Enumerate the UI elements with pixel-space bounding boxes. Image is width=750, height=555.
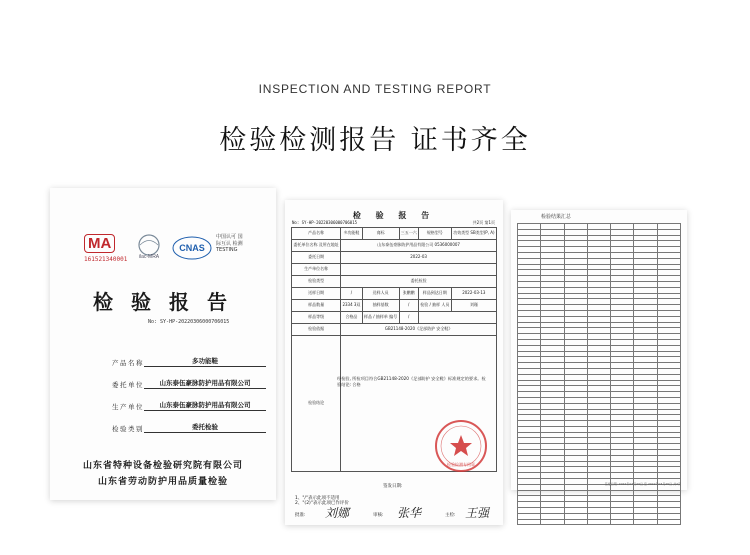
table-cell: 2022-03-13 <box>451 288 496 300</box>
accreditation-logos <box>84 232 259 270</box>
table-cell: 三五一六 <box>399 228 418 240</box>
table-row <box>292 312 497 324</box>
table-cell <box>418 312 496 324</box>
table-cell: 送样人员 <box>362 288 399 300</box>
table-cell: / <box>399 300 418 312</box>
cnas-logo <box>172 236 212 260</box>
ma-number: 161521340001 <box>84 256 128 263</box>
table-cell: 2334 3双 <box>341 300 362 312</box>
table-cell: 检验类型 <box>292 276 341 288</box>
table-cell <box>341 264 497 276</box>
table-cell: 委托单位名称 及所在地址 <box>292 240 341 252</box>
table-cell: 委托日期 <box>292 252 341 264</box>
approve-label: 批准: <box>295 513 306 518</box>
summary-footer: 签发日期: 2022年03月23日 至 2022年03月25日 共2页 <box>604 482 681 486</box>
table-cell: GB21148-2020《足部防护 安全鞋》 <box>341 324 497 336</box>
table-row <box>292 300 497 312</box>
table-cell <box>657 519 680 525</box>
table-cell: 送样日期 <box>292 288 341 300</box>
report-cover <box>50 188 276 500</box>
table-cell: 样品数量 <box>292 300 341 312</box>
table-cell: 检验 / 抽样 人员 <box>418 300 451 312</box>
approve-signature: 刘娜 <box>325 506 350 520</box>
svg-text:检验检测专用章: 检验检测专用章 <box>447 462 475 467</box>
table-cell: 合格品 <box>341 312 362 324</box>
table-cell: 功效类型 SB类型(P, A) <box>451 228 496 240</box>
cover-report-number: No: SY-HP-20220306000706015 <box>148 319 230 325</box>
table-cell: 样品等级 <box>292 312 341 324</box>
page-report-number: No: SY-HP-20220306000706015 <box>292 220 358 225</box>
svg-text:CNAS: CNAS <box>179 243 205 253</box>
org-line-1: 山东省特种设备检验研究院有限公司 <box>82 461 243 471</box>
field-value: 山东泰伍豪脉防护用品有限公司 <box>144 400 266 411</box>
field-value: 山东泰伍豪脉防护用品有限公司 <box>144 378 266 389</box>
review-signature: 张华 <box>397 506 422 520</box>
table-cell: 样品到达日期 <box>418 288 451 300</box>
review-label: 审核: <box>373 513 384 518</box>
table-row <box>518 519 681 525</box>
field-label: 生产单位 <box>112 403 144 411</box>
table-cell: 样品 / 抽样单 编号 <box>362 312 399 324</box>
table-cell: / <box>341 288 362 300</box>
field-inspection-type <box>92 422 266 433</box>
cnas-caption: 中国认可 国际互认 检测 TESTING <box>216 234 243 253</box>
table-row <box>292 228 497 240</box>
report-page-1 <box>285 200 503 525</box>
field-label: 检验类别 <box>112 425 144 433</box>
table-cell: 抽样基数 <box>362 300 399 312</box>
table-row <box>292 240 497 252</box>
header-title-en: INSPECTION AND TESTING REPORT <box>258 82 492 96</box>
table-cell: 委托检验 <box>341 276 497 288</box>
org-line-2: 山东省劳动防护用品质量检验 <box>97 477 228 487</box>
table-cell <box>564 519 587 525</box>
cover-title: 检验报告 <box>93 290 245 314</box>
table-cell: 检验结论 <box>292 336 341 472</box>
table-cell: 生产单位名称 <box>292 264 341 276</box>
table-cell: 规格型号 <box>418 228 451 240</box>
page-counter: 共2页 第1页 <box>472 220 495 225</box>
table-row <box>292 252 497 264</box>
table-cell: / <box>399 312 418 324</box>
table-cell: 刘瑾 <box>451 300 496 312</box>
note-1: 1、"/"表示此项不适用 <box>295 496 340 501</box>
table-row <box>292 264 497 276</box>
issue-date-label: 签发日期: <box>383 484 403 489</box>
field-client <box>92 378 266 389</box>
inspector-label: 主检: <box>445 513 456 518</box>
table-cell: 山东泰伍豪脉防护用品有限公司 0536000007 <box>341 240 497 252</box>
field-manufacturer <box>92 400 266 411</box>
table-cell: 2022-03 <box>341 252 497 264</box>
note-2: 2、"(2)"表示此项已作评价 <box>295 501 349 506</box>
table-cell <box>587 519 610 525</box>
results-table <box>517 223 681 525</box>
svg-text:ilac-MRA: ilac-MRA <box>138 254 160 260</box>
summary-title: 检验结果汇总 <box>541 214 572 220</box>
table-row <box>292 324 497 336</box>
report-results-summary <box>511 210 687 490</box>
field-label: 委托单位 <box>112 381 144 389</box>
table-cell: 检验依据 <box>292 324 341 336</box>
table-cell <box>634 519 657 525</box>
inspector-signature: 王强 <box>465 506 490 520</box>
table-cell <box>541 519 564 525</box>
field-value: 委托检验 <box>144 422 266 433</box>
ilac-mra-logo <box>132 234 166 260</box>
ma-logo: MA <box>84 234 115 253</box>
field-product-name <box>92 356 266 367</box>
page-title: 检 验 报 告 <box>352 211 436 220</box>
table-cell: 张鹏鹏 <box>399 288 418 300</box>
table-row <box>292 276 497 288</box>
table-cell: 多功能鞋 <box>341 228 362 240</box>
table-cell <box>518 519 541 525</box>
field-label: 产品名称 <box>112 359 144 367</box>
table-row <box>292 288 497 300</box>
table-cell: 产品名称 <box>292 228 341 240</box>
field-value: 多功能鞋 <box>144 356 266 367</box>
table-cell <box>611 519 634 525</box>
inspection-seal-icon <box>433 418 489 474</box>
header-title-zh: 检验检测报告 证书齐全 <box>219 125 531 156</box>
table-cell: 商标 <box>362 228 399 240</box>
conclusion-text: 经检验, 所检项目符合GB21148-2020《足部防护 安全鞋》标准规定的要求。检验结论: 合格 <box>337 376 486 387</box>
